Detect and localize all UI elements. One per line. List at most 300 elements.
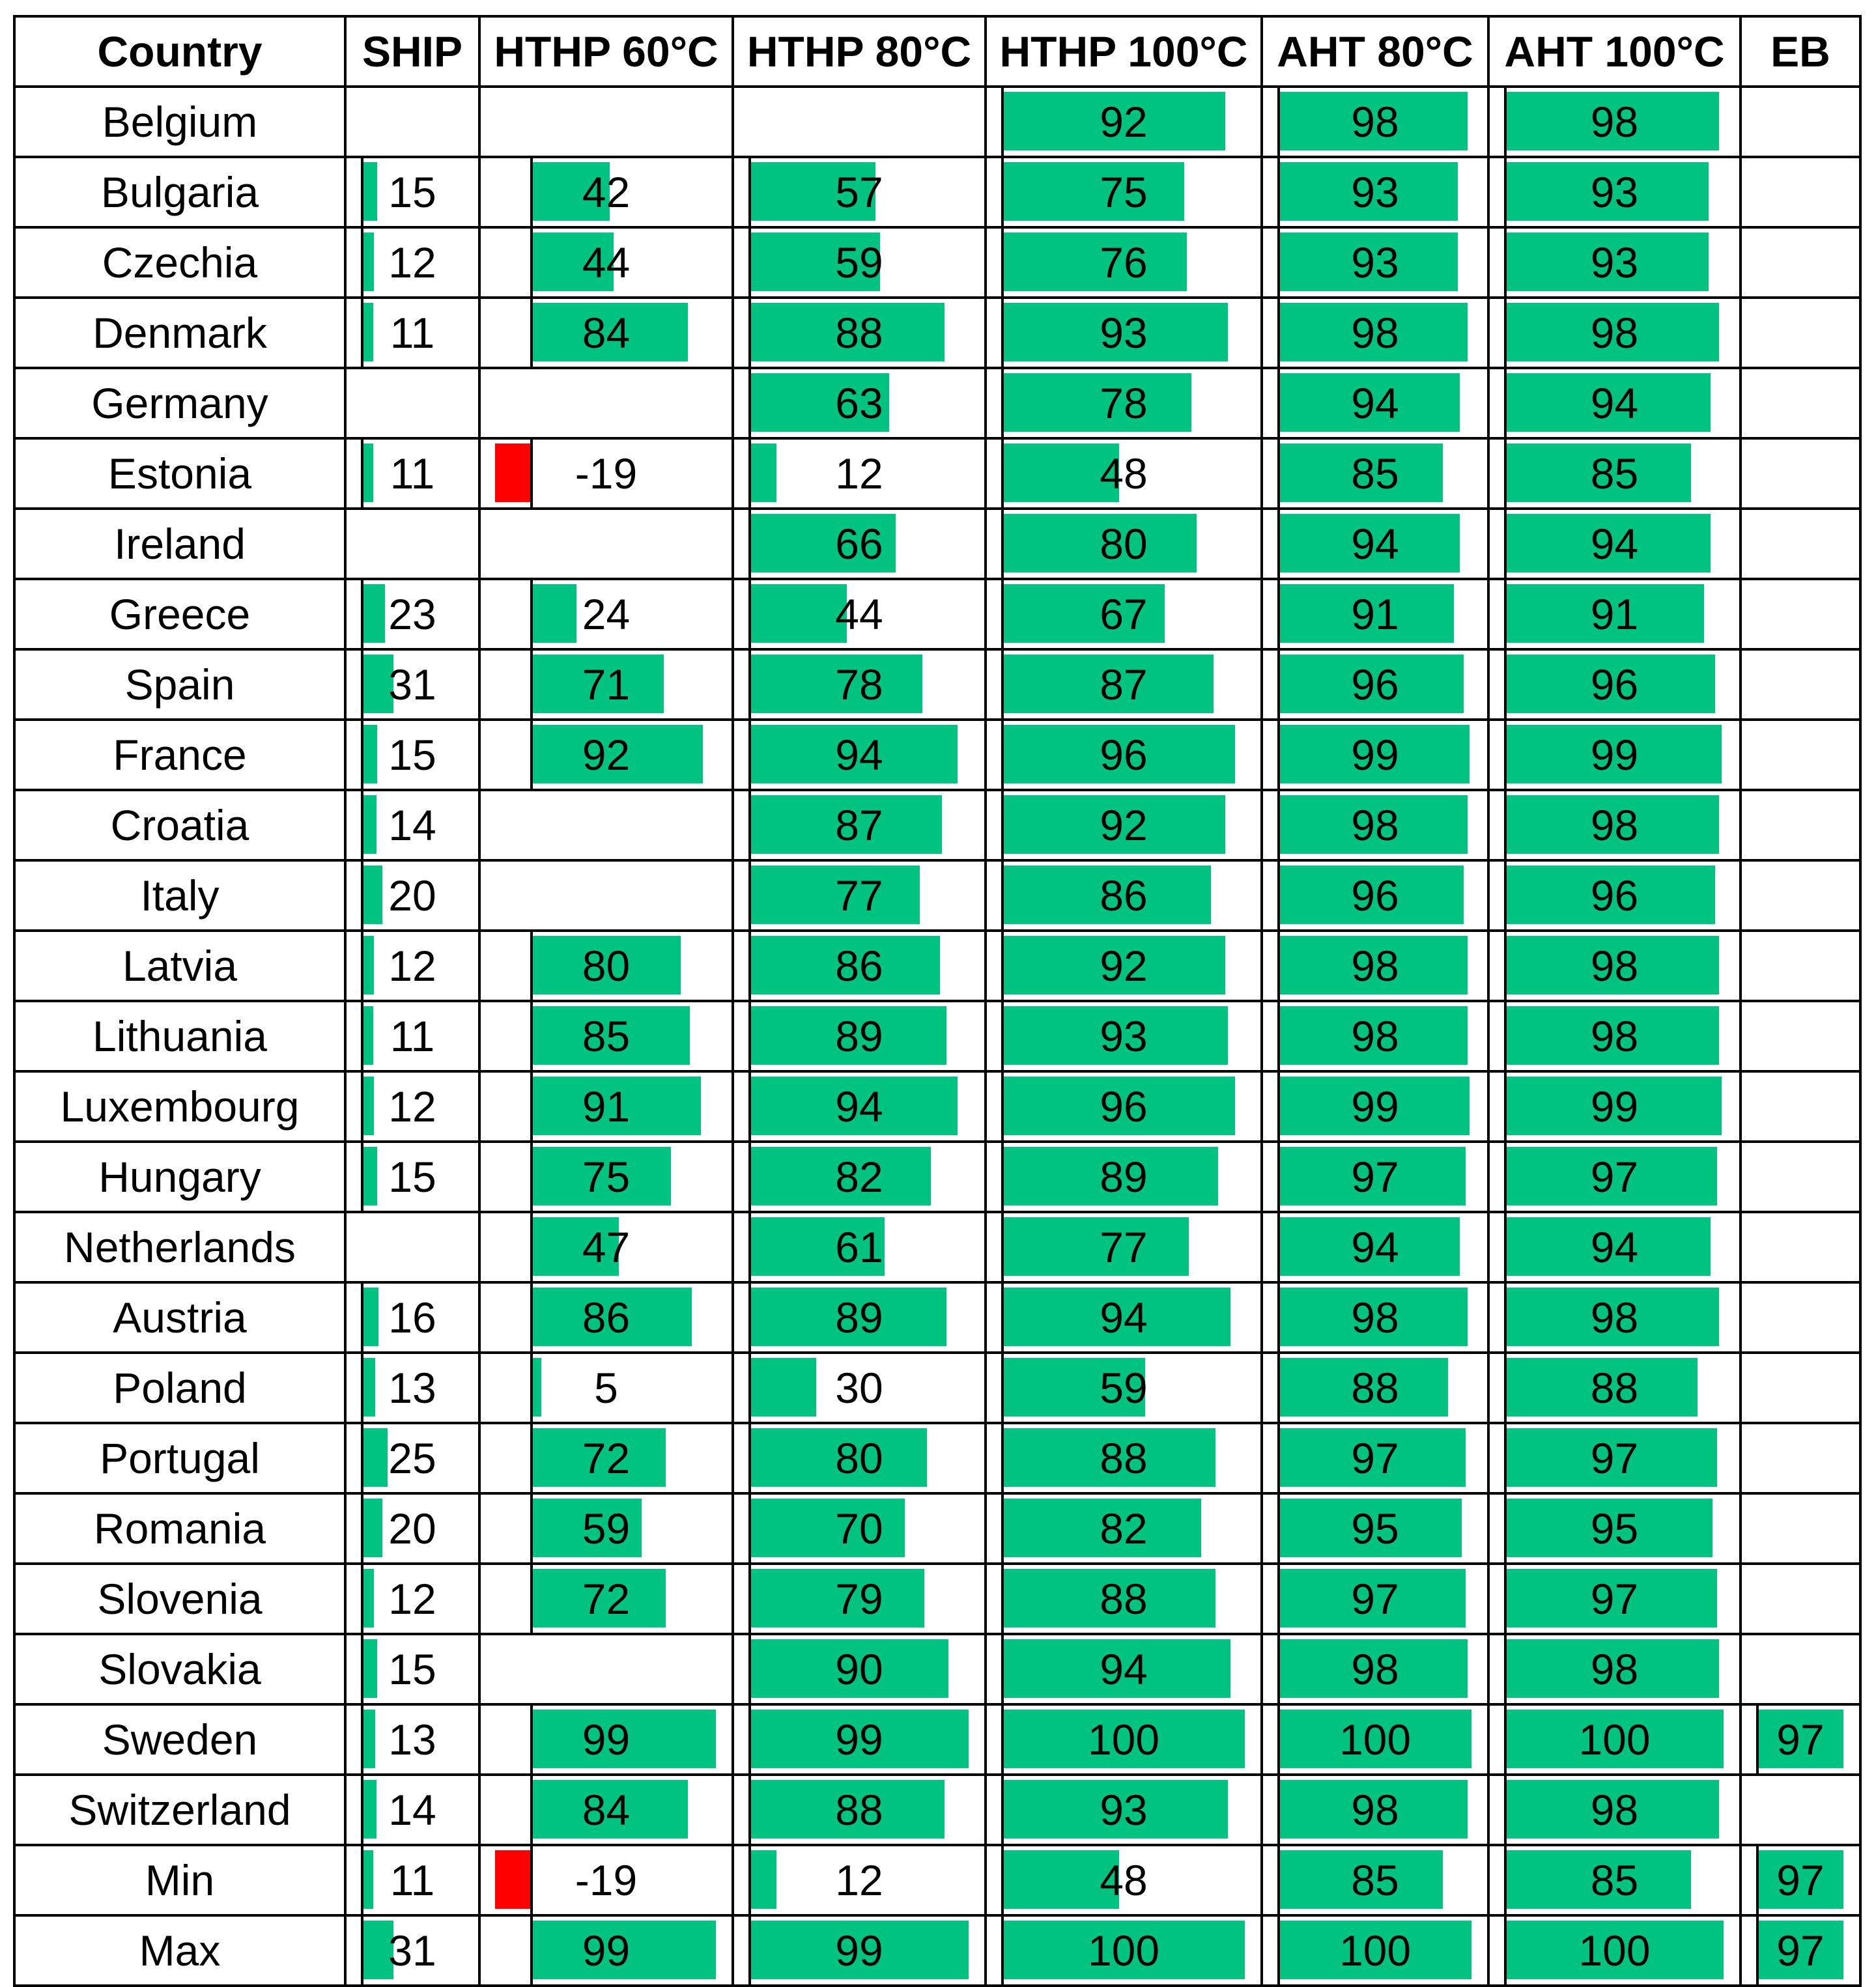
- table-cell: [347, 229, 481, 299]
- table-cell: [734, 1424, 987, 1495]
- table-cell: [1742, 1284, 1862, 1354]
- data-label: 75: [582, 1153, 631, 1201]
- row-label-max: Max: [16, 1917, 347, 1987]
- data-label: 25: [388, 1434, 436, 1482]
- column-header-aht-80c: AHT 80°C: [1263, 18, 1490, 88]
- row-label-slovakia: Slovakia: [16, 1635, 347, 1706]
- table-cell: [734, 299, 987, 369]
- table-cell: [734, 721, 987, 791]
- data-label: 99: [582, 1715, 631, 1764]
- data-label: 11: [390, 449, 435, 498]
- table-cell: [734, 791, 987, 862]
- data-label: -19: [575, 449, 638, 498]
- table-cell: [347, 932, 481, 1002]
- data-label: 85: [1590, 449, 1639, 498]
- data-label: 80: [582, 942, 631, 990]
- data-label: 97: [1776, 1856, 1825, 1904]
- data-label: 24: [582, 590, 631, 638]
- row-label-belgium: Belgium: [16, 88, 347, 158]
- row-label-hungary: Hungary: [16, 1143, 347, 1213]
- table-cell: [1742, 369, 1862, 440]
- table-cell: [1742, 1143, 1862, 1213]
- table-cell: [734, 651, 987, 721]
- data-label: 94: [835, 731, 883, 779]
- table-cell: [987, 1002, 1263, 1073]
- row-label-portugal: Portugal: [16, 1424, 347, 1495]
- data-label: 71: [582, 660, 631, 709]
- table-cell: [481, 88, 734, 158]
- table-cell: [734, 580, 987, 651]
- table-cell: [734, 440, 987, 510]
- data-label: 91: [582, 1082, 631, 1131]
- table-cell: [734, 1073, 987, 1143]
- data-label: 77: [835, 871, 883, 920]
- data-label: 5: [594, 1364, 618, 1412]
- data-label: 99: [1351, 731, 1399, 779]
- row-label-czechia: Czechia: [16, 229, 347, 299]
- data-label: 15: [388, 1153, 436, 1201]
- table-cell: [987, 1424, 1263, 1495]
- table-cell: [481, 440, 734, 510]
- data-label: 97: [1351, 1153, 1399, 1201]
- table-cell: [481, 580, 734, 651]
- data-label: 92: [1100, 801, 1148, 849]
- table-cell: [347, 862, 481, 932]
- data-label: 95: [1351, 1504, 1399, 1553]
- data-label: 31: [388, 1926, 436, 1975]
- data-label: 82: [835, 1153, 883, 1201]
- data-label: 98: [1590, 309, 1639, 357]
- data-label: 12: [388, 942, 436, 990]
- data-label: 23: [388, 590, 436, 638]
- table-cell: [1263, 229, 1490, 299]
- table-cell: [734, 1002, 987, 1073]
- column-header-hthp-80c: HTHP 80°C: [734, 18, 987, 88]
- data-label: 77: [1100, 1223, 1148, 1271]
- table-cell: [1742, 1354, 1862, 1424]
- table-cell: [987, 932, 1263, 1002]
- table-cell: [1742, 1776, 1862, 1846]
- table-cell: [347, 369, 481, 440]
- table-cell: [481, 369, 734, 440]
- data-label: 48: [1100, 449, 1148, 498]
- table-cell: [987, 791, 1263, 862]
- table-cell: [1263, 1354, 1490, 1424]
- column-header-hthp-100c: HTHP 100°C: [987, 18, 1263, 88]
- data-label: 11: [390, 309, 435, 357]
- data-label: 97: [1590, 1434, 1639, 1482]
- table-cell: [347, 1213, 481, 1284]
- table-cell: [347, 1143, 481, 1213]
- data-label: 93: [1351, 238, 1399, 287]
- table-cell: [1490, 1565, 1742, 1635]
- table-cell: [1490, 369, 1742, 440]
- table-cell: [1263, 1565, 1490, 1635]
- table-cell: [1263, 651, 1490, 721]
- table-cell: [481, 1143, 734, 1213]
- table-cell: [1263, 88, 1490, 158]
- data-label: 93: [1590, 238, 1639, 287]
- table-cell: [734, 229, 987, 299]
- table-cell: [481, 651, 734, 721]
- table-cell: [347, 1635, 481, 1706]
- data-label: 80: [1100, 520, 1148, 568]
- table-cell: [1490, 1635, 1742, 1706]
- table-cell: [1742, 1213, 1862, 1284]
- table-cell: [481, 1002, 734, 1073]
- row-label-romania: Romania: [16, 1495, 347, 1565]
- data-label: 86: [1100, 871, 1148, 920]
- table-cell: [481, 1284, 734, 1354]
- data-label: 88: [1590, 1364, 1639, 1412]
- data-label: 98: [1590, 1786, 1639, 1834]
- data-label: 88: [1100, 1434, 1148, 1482]
- table-cell: [1490, 510, 1742, 580]
- data-label: 91: [1590, 590, 1639, 638]
- table-cell: [481, 1213, 734, 1284]
- row-label-france: France: [16, 721, 347, 791]
- table-cell: [1263, 1284, 1490, 1354]
- table-cell: [347, 440, 481, 510]
- data-label: 30: [835, 1364, 883, 1412]
- table-cell: [481, 1565, 734, 1635]
- data-label: 98: [1351, 1012, 1399, 1060]
- table-cell: [987, 299, 1263, 369]
- table-cell: [1490, 1917, 1742, 1987]
- data-label: 42: [582, 168, 631, 216]
- data-label: 87: [1100, 660, 1148, 709]
- column-header-ship: SHIP: [347, 18, 481, 88]
- table-cell: [734, 932, 987, 1002]
- table-cell: [1742, 1565, 1862, 1635]
- data-label: 75: [1100, 168, 1148, 216]
- data-label: -19: [575, 1856, 638, 1904]
- data-label: 97: [1776, 1926, 1825, 1975]
- row-label-switzerland: Switzerland: [16, 1776, 347, 1846]
- data-label: 16: [388, 1293, 436, 1342]
- table-cell: [1742, 1846, 1862, 1917]
- table-cell: [1742, 88, 1862, 158]
- data-label: 92: [1100, 98, 1148, 146]
- data-label: 86: [835, 942, 883, 990]
- data-label: 89: [835, 1012, 883, 1060]
- table-cell: [734, 1846, 987, 1917]
- table-cell: [1490, 1073, 1742, 1143]
- data-label: 66: [835, 520, 883, 568]
- table-cell: [1263, 1846, 1490, 1917]
- table-cell: [481, 932, 734, 1002]
- data-label: 98: [1590, 1012, 1639, 1060]
- table-cell: [1490, 229, 1742, 299]
- table-cell: [1742, 651, 1862, 721]
- data-label: 61: [835, 1223, 883, 1271]
- table-cell: [1263, 299, 1490, 369]
- table-cell: [1263, 1917, 1490, 1987]
- table-cell: [987, 510, 1263, 580]
- table-cell: [347, 651, 481, 721]
- table-cell: [987, 862, 1263, 932]
- data-label: 72: [582, 1575, 631, 1623]
- table-cell: [347, 1846, 481, 1917]
- table-cell: [347, 510, 481, 580]
- data-label: 96: [1100, 731, 1148, 779]
- table-cell: [1742, 1706, 1862, 1776]
- table-cell: [481, 1635, 734, 1706]
- data-label: 79: [835, 1575, 883, 1623]
- data-label: 98: [1351, 1293, 1399, 1342]
- data-label: 89: [835, 1293, 883, 1342]
- data-label: 97: [1590, 1153, 1639, 1201]
- data-label: 12: [388, 1082, 436, 1131]
- table-cell: [1742, 862, 1862, 932]
- table-cell: [1742, 440, 1862, 510]
- row-label-greece: Greece: [16, 580, 347, 651]
- table-cell: [481, 510, 734, 580]
- data-label: 11: [390, 1856, 435, 1904]
- row-label-estonia: Estonia: [16, 440, 347, 510]
- data-label: 20: [388, 871, 436, 920]
- table-cell: [481, 1354, 734, 1424]
- data-label: 44: [582, 238, 631, 287]
- table-cell: [481, 158, 734, 229]
- table-cell: [347, 721, 481, 791]
- data-label: 67: [1100, 590, 1148, 638]
- table-cell: [734, 369, 987, 440]
- table-cell: [734, 1354, 987, 1424]
- data-label: 99: [835, 1715, 883, 1764]
- row-label-luxembourg: Luxembourg: [16, 1073, 347, 1143]
- table-cell: [481, 1706, 734, 1776]
- data-label: 100: [1339, 1926, 1412, 1975]
- data-label: 91: [1351, 590, 1399, 638]
- data-label: 100: [1087, 1715, 1160, 1764]
- table-cell: [481, 1495, 734, 1565]
- column-header-hthp-60c: HTHP 60°C: [481, 18, 734, 88]
- table-cell: [734, 1917, 987, 1987]
- table-cell: [1263, 932, 1490, 1002]
- table-cell: [1490, 1284, 1742, 1354]
- table-cell: [734, 1213, 987, 1284]
- table-cell: [1263, 862, 1490, 932]
- data-label: 98: [1351, 942, 1399, 990]
- data-label: 94: [1590, 520, 1639, 568]
- table-cell: [1263, 1002, 1490, 1073]
- data-label: 84: [582, 1786, 631, 1834]
- table-cell: [1742, 580, 1862, 651]
- data-label: 59: [1100, 1364, 1148, 1412]
- data-label: 97: [1776, 1715, 1825, 1764]
- data-label: 96: [1351, 660, 1399, 709]
- data-label: 78: [1100, 379, 1148, 427]
- data-label: 94: [1100, 1645, 1148, 1693]
- data-label: 11: [390, 1012, 435, 1060]
- row-label-min: Min: [16, 1846, 347, 1917]
- table-cell: [1490, 88, 1742, 158]
- table-cell: [347, 1354, 481, 1424]
- table-cell: [1742, 158, 1862, 229]
- table-cell: [1490, 440, 1742, 510]
- data-label: 94: [1351, 379, 1399, 427]
- data-label: 99: [582, 1926, 631, 1975]
- table-cell: [1490, 1495, 1742, 1565]
- table-cell: [1263, 1143, 1490, 1213]
- data-label: 100: [1087, 1926, 1160, 1975]
- table-cell: [347, 1565, 481, 1635]
- table-cell: [1490, 1213, 1742, 1284]
- table-cell: [734, 1565, 987, 1635]
- data-label: 99: [1590, 1082, 1639, 1131]
- data-label: 15: [388, 168, 436, 216]
- table-cell: [347, 299, 481, 369]
- table-cell: [1742, 229, 1862, 299]
- table-cell: [347, 1917, 481, 1987]
- table-cell: [734, 1776, 987, 1846]
- data-label: 78: [835, 660, 883, 709]
- data-label: 15: [388, 1645, 436, 1693]
- table-cell: [481, 1073, 734, 1143]
- data-label: 63: [835, 379, 883, 427]
- data-label: 59: [835, 238, 883, 287]
- table-cell: [347, 1424, 481, 1495]
- data-label: 86: [582, 1293, 631, 1342]
- data-label: 98: [1351, 1645, 1399, 1693]
- table-cell: [347, 1495, 481, 1565]
- table-cell: [347, 88, 481, 158]
- table-cell: [1263, 1706, 1490, 1776]
- table-cell: [987, 1073, 1263, 1143]
- row-label-spain: Spain: [16, 651, 347, 721]
- table-cell: [1490, 1706, 1742, 1776]
- table-cell: [1742, 1002, 1862, 1073]
- table-cell: [1490, 1776, 1742, 1846]
- table-cell: [1263, 440, 1490, 510]
- table-cell: [481, 1917, 734, 1987]
- table-cell: [734, 88, 987, 158]
- data-label: 93: [1590, 168, 1639, 216]
- table-cell: [987, 580, 1263, 651]
- data-label: 47: [582, 1223, 631, 1271]
- table-cell: [987, 651, 1263, 721]
- data-label: 99: [1590, 731, 1639, 779]
- table-cell: [481, 229, 734, 299]
- table-cell: [1263, 510, 1490, 580]
- data-label: 59: [582, 1504, 631, 1553]
- data-label: 20: [388, 1504, 436, 1553]
- table-cell: [987, 1635, 1263, 1706]
- data-label: 88: [1100, 1575, 1148, 1623]
- data-label: 92: [1100, 942, 1148, 990]
- table-cell: [1742, 791, 1862, 862]
- data-label: 31: [388, 660, 436, 709]
- table-cell: [1263, 580, 1490, 651]
- table-cell: [987, 440, 1263, 510]
- data-label: 98: [1590, 942, 1639, 990]
- data-label: 85: [1590, 1856, 1639, 1904]
- table-cell: [1263, 1213, 1490, 1284]
- table-cell: [987, 1213, 1263, 1284]
- table-cell: [987, 1495, 1263, 1565]
- data-label: 85: [1351, 1856, 1399, 1904]
- data-label: 88: [1351, 1364, 1399, 1412]
- table-cell: [1742, 1073, 1862, 1143]
- table-cell: [1742, 299, 1862, 369]
- data-label: 94: [835, 1082, 883, 1131]
- data-label: 13: [388, 1715, 436, 1764]
- data-label: 93: [1351, 168, 1399, 216]
- table-cell: [1490, 1143, 1742, 1213]
- data-label: 100: [1578, 1715, 1651, 1764]
- row-label-germany: Germany: [16, 369, 347, 440]
- table-cell: [1263, 1424, 1490, 1495]
- data-label: 48: [1100, 1856, 1148, 1904]
- table-cell: [1490, 1846, 1742, 1917]
- table-cell: [1263, 1776, 1490, 1846]
- table-cell: [481, 721, 734, 791]
- table-cell: [347, 1284, 481, 1354]
- table-cell: [1263, 1635, 1490, 1706]
- data-label: 96: [1590, 660, 1639, 709]
- data-label: 72: [582, 1434, 631, 1482]
- data-label: 13: [388, 1364, 436, 1412]
- data-label: 12: [835, 449, 883, 498]
- data-label: 12: [835, 1856, 883, 1904]
- table-cell: [1490, 1354, 1742, 1424]
- data-label: 97: [1351, 1575, 1399, 1623]
- table-cell: [987, 1846, 1263, 1917]
- table-cell: [1490, 158, 1742, 229]
- data-label: 85: [582, 1012, 631, 1060]
- table-cell: [347, 1002, 481, 1073]
- row-label-sweden: Sweden: [16, 1706, 347, 1776]
- row-label-lithuania: Lithuania: [16, 1002, 347, 1073]
- data-label: 95: [1590, 1504, 1639, 1553]
- table-cell: [987, 1354, 1263, 1424]
- table-cell: [987, 229, 1263, 299]
- data-label: 100: [1578, 1926, 1651, 1975]
- table-cell: [1742, 1495, 1862, 1565]
- data-label: 96: [1590, 871, 1639, 920]
- table-cell: [1490, 791, 1742, 862]
- data-label: 15: [388, 731, 436, 779]
- data-label: 12: [388, 1575, 436, 1623]
- data-label: 84: [582, 309, 631, 357]
- data-label: 99: [835, 1926, 883, 1975]
- table-cell: [1263, 369, 1490, 440]
- data-label: 44: [835, 590, 883, 638]
- data-label: 99: [1351, 1082, 1399, 1131]
- table-cell: [347, 1706, 481, 1776]
- data-label: 98: [1590, 98, 1639, 146]
- data-label: 76: [1100, 238, 1148, 287]
- table-cell: [481, 1424, 734, 1495]
- table-cell: [1263, 1495, 1490, 1565]
- row-label-italy: Italy: [16, 862, 347, 932]
- data-label: 70: [835, 1504, 883, 1553]
- data-label: 93: [1100, 1012, 1148, 1060]
- table-cell: [347, 1776, 481, 1846]
- table-cell: [987, 1284, 1263, 1354]
- data-label: 57: [835, 168, 883, 216]
- data-label: 98: [1351, 309, 1399, 357]
- table-cell: [1490, 1424, 1742, 1495]
- table-cell: [347, 1073, 481, 1143]
- data-bar-table: [13, 15, 1862, 1987]
- table-cell: [1742, 1424, 1862, 1495]
- table-cell: [1490, 932, 1742, 1002]
- data-label: 98: [1351, 1786, 1399, 1834]
- table-cell: [1742, 932, 1862, 1002]
- data-label: 98: [1351, 98, 1399, 146]
